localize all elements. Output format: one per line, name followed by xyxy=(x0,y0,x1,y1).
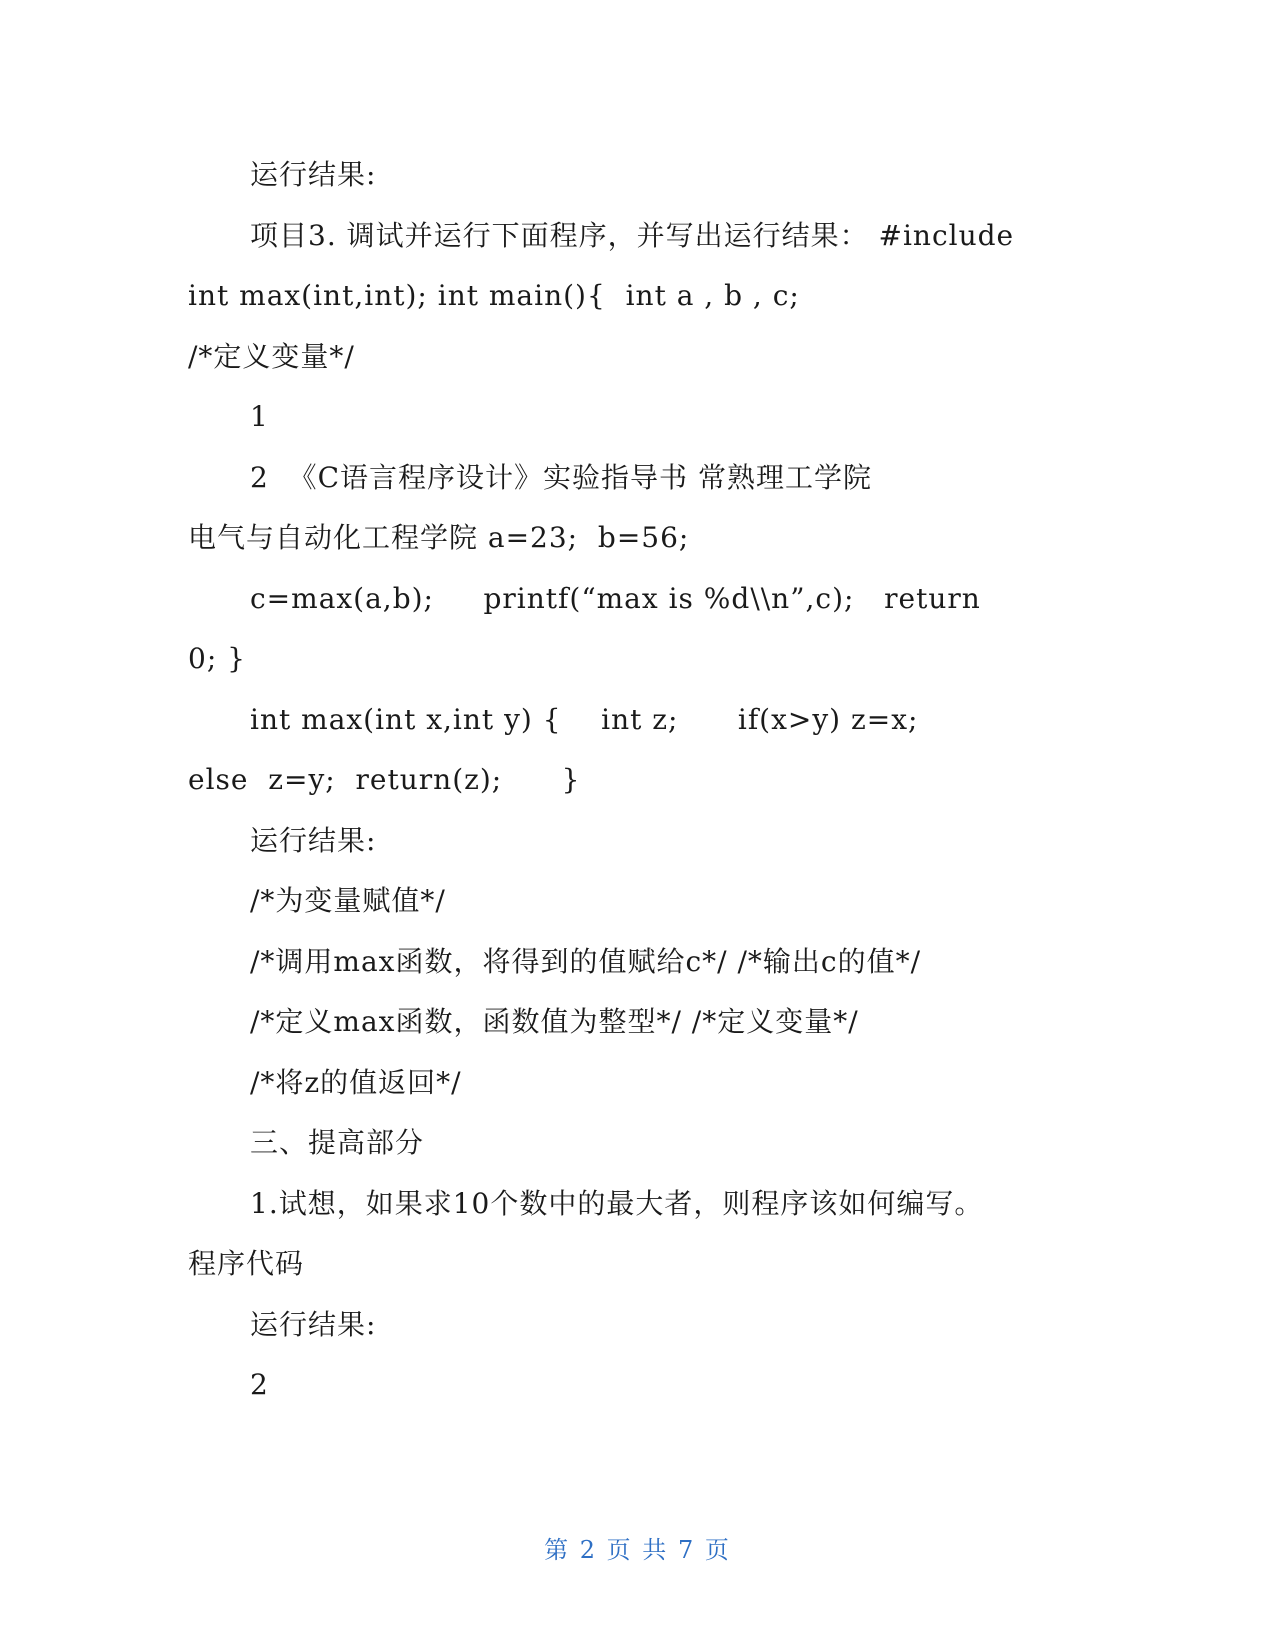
comment-assign-values: /*为变量赋值*/ xyxy=(250,884,446,917)
comment-call-max-output: /*调用max函数，将得到的值赋给c*/ /*输出c的值*/ xyxy=(250,944,922,978)
comment-define-max: /*定义max函数，函数值为整型*/ /*定义变量*/ xyxy=(250,1005,859,1038)
code-comment-define-variables: /*定义变量*/ xyxy=(188,339,355,373)
code-line-else-return: else z=y; return(z); } xyxy=(188,763,581,796)
text-line-project-3: 项目3. 调试并运行下面程序，并写出运行结果： #include xyxy=(250,218,1015,252)
text-line-run-result-3: 运行结果: xyxy=(250,1307,377,1341)
code-line-call-print: c=max(a,b); printf(“max is %d\\n”,c); return xyxy=(250,581,981,615)
code-line-declarations: int max(int,int); int main(){ int a , b , c; xyxy=(188,279,800,312)
page-body xyxy=(188,145,1068,1416)
text-line-program-code: 程序代码 xyxy=(188,1247,305,1280)
text-line-run-result-2: 运行结果: xyxy=(250,823,377,857)
page-footer: 第 2 页 共 7 页 xyxy=(544,1536,731,1564)
running-header-text: 2 《C语言程序设计》实验指导书 常熟理工学院 xyxy=(250,460,872,494)
text-line-run-result-1: 运行结果: xyxy=(250,158,377,191)
section-heading-advanced: 三、提高部分 xyxy=(250,1126,425,1159)
code-line-return-end: 0; } xyxy=(188,642,246,675)
code-line-max-function: int max(int x,int y) { int z; if(x>y) z=x; xyxy=(250,702,919,736)
code-line-assign: 电气与自动化工程学院 a=23; b=56; xyxy=(188,521,690,554)
comment-return-z: /*将z的值返回*/ xyxy=(250,1065,462,1099)
page-number-marker-2: 2 xyxy=(250,1368,269,1401)
page-number-marker-1: 1 xyxy=(250,400,269,433)
question-1: 1.试想，如果求10个数中的最大者，则程序该如何编写。 xyxy=(250,1186,984,1220)
